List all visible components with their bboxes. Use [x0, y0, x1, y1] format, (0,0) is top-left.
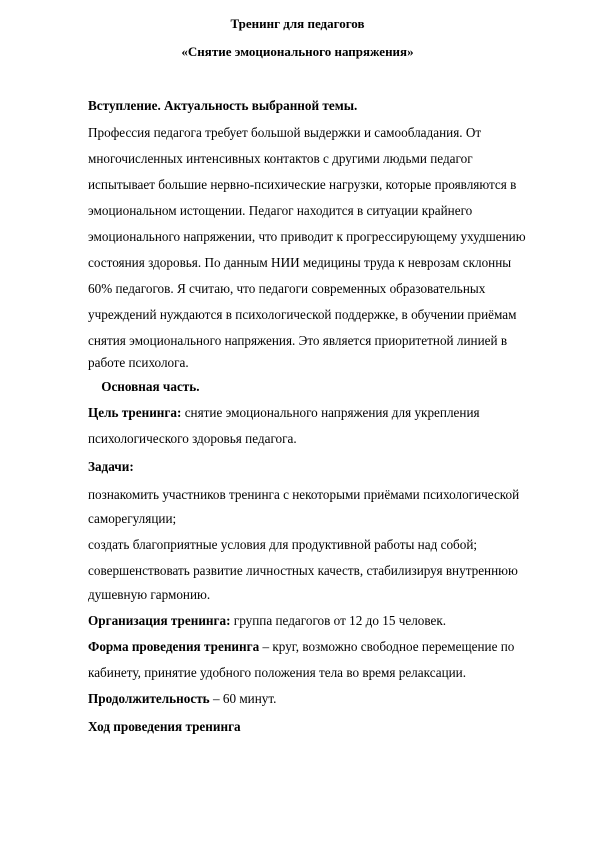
form-label: Форма проведения тренинга — [88, 639, 260, 654]
progress-heading: Ход проведения тренинга — [88, 719, 241, 734]
document-title: Тренинг для педагогов — [230, 16, 365, 31]
intro-line: 60% педагогов. Я считаю, что педагоги современных образовательных — [88, 281, 486, 296]
task-line: познакомить участников тренинга с некоторыми приёмами психологической — [88, 487, 520, 502]
intro-line: эмоционального напряжении, что приводит к прогрессирующему ухудшению — [88, 229, 526, 244]
org-label: Организация тренинга: — [88, 613, 231, 628]
goal-label: Цель тренинга: — [88, 405, 182, 420]
intro-line: эмоциональном истощении. Педагог находится в ситуации крайнего — [88, 203, 473, 218]
intro-line: испытывает большие нервно-психические нагрузки, которые проявляются в — [88, 177, 517, 192]
task-line: душевную гармонию. — [88, 587, 211, 602]
org-text: группа педагогов от 12 до 15 человек. — [230, 613, 447, 628]
intro-line: Профессия педагога требует большой выдержки и самообладания. От — [88, 125, 482, 140]
form-text: – круг, возможно свободное перемещение по — [259, 639, 515, 654]
document-subtitle: «Снятие эмоционального напряжения» — [181, 44, 414, 59]
form-line — [88, 639, 558, 655]
goal-line-2: психологического здоровья педагога. — [88, 431, 297, 446]
main-heading: Основная часть. — [88, 379, 200, 394]
intro-line: работе психолога. — [88, 355, 189, 370]
intro-line: учреждений нуждаются в психологической поддержке, в обучении приёмам — [88, 307, 517, 322]
intro-line: многочисленных интенсивных контактов с другими людьми педагог — [88, 151, 473, 166]
tasks-label: Задачи: — [88, 459, 134, 474]
intro-line: состояния здоровья. По данным НИИ медицины труда к неврозам склонны — [88, 255, 512, 270]
goal-line — [88, 405, 558, 421]
intro-line: снятия эмоционального напряжения. Это является приоритетной линией в — [88, 333, 508, 348]
intro-heading: Вступление. Актуальность выбранной темы. — [88, 98, 358, 113]
task-line: создать благоприятные условия для продуктивной работы над собой; — [88, 537, 478, 552]
org-line — [88, 613, 558, 629]
duration-label: Продолжительность — [88, 691, 210, 706]
form-line-2: кабинету, принятие удобного положения тела во время релаксации. — [88, 665, 467, 680]
duration-text: – 60 минут. — [209, 691, 277, 706]
duration-line — [88, 691, 558, 707]
goal-text: снятие эмоционального напряжения для укрепления — [181, 405, 480, 420]
task-line: саморегуляции; — [88, 511, 177, 526]
task-line: совершенствовать развитие личностных качеств, стабилизируя внутреннюю — [88, 563, 518, 578]
